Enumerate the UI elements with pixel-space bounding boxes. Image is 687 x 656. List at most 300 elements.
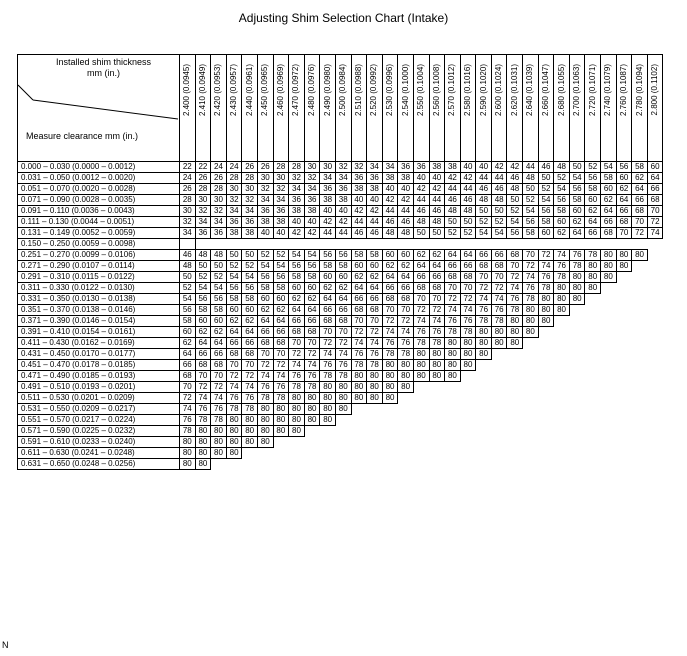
empty-cell bbox=[289, 437, 305, 448]
shim-number-cell: 50 bbox=[195, 261, 211, 272]
shim-number-cell: 50 bbox=[429, 228, 445, 239]
empty-cell bbox=[601, 316, 617, 327]
column-header bbox=[445, 55, 461, 162]
shim-number-cell: 62 bbox=[632, 173, 648, 184]
footer-note: N bbox=[2, 640, 9, 650]
shim-number-cell: 80 bbox=[226, 448, 242, 459]
shim-number-cell: 54 bbox=[289, 250, 305, 261]
shim-number-cell: 80 bbox=[273, 404, 289, 415]
column-header bbox=[538, 55, 554, 162]
shim-number-cell: 36 bbox=[211, 228, 227, 239]
empty-cell bbox=[491, 415, 507, 426]
shim-number-cell: 68 bbox=[289, 327, 305, 338]
empty-cell bbox=[569, 305, 585, 316]
column-header-label: 2.570 (0.1012) bbox=[447, 64, 457, 117]
row-label: 0.251 – 0.270 (0.0099 – 0.0106) bbox=[18, 250, 180, 261]
row-label: 0.371 – 0.390 (0.0146 – 0.0154) bbox=[18, 316, 180, 327]
shim-number-cell: 44 bbox=[351, 217, 367, 228]
empty-cell bbox=[554, 426, 570, 437]
shim-number-cell: 76 bbox=[569, 250, 585, 261]
empty-cell bbox=[523, 448, 539, 459]
shim-number-cell: 76 bbox=[538, 272, 554, 283]
shim-number-cell: 78 bbox=[413, 338, 429, 349]
shim-number-cell: 80 bbox=[476, 338, 492, 349]
shim-number-cell: 46 bbox=[398, 217, 414, 228]
shim-number-cell: 78 bbox=[491, 316, 507, 327]
shim-number-cell: 38 bbox=[242, 228, 258, 239]
empty-cell bbox=[507, 393, 523, 404]
shim-number-cell: 68 bbox=[429, 283, 445, 294]
shim-number-cell: 72 bbox=[491, 283, 507, 294]
empty-cell bbox=[211, 459, 227, 470]
empty-cell bbox=[601, 415, 617, 426]
shim-number-cell: 34 bbox=[320, 173, 336, 184]
empty-cell bbox=[273, 239, 289, 250]
shim-number-cell: 32 bbox=[242, 195, 258, 206]
shim-number-cell: 60 bbox=[242, 305, 258, 316]
column-header-label: 2.440 (0.0961) bbox=[244, 64, 254, 117]
shim-number-cell: 50 bbox=[413, 228, 429, 239]
shim-number-cell: 30 bbox=[211, 195, 227, 206]
shim-number-cell: 68 bbox=[211, 360, 227, 371]
shim-number-cell: 68 bbox=[413, 283, 429, 294]
column-header bbox=[616, 55, 632, 162]
shim-number-cell: 80 bbox=[304, 415, 320, 426]
empty-cell bbox=[585, 360, 601, 371]
empty-cell bbox=[538, 437, 554, 448]
shim-number-cell: 80 bbox=[445, 349, 461, 360]
column-header-label: 2.480 (0.0976) bbox=[307, 64, 317, 117]
shim-number-cell: 46 bbox=[491, 184, 507, 195]
empty-cell bbox=[320, 448, 336, 459]
table-row bbox=[18, 261, 663, 272]
shim-number-cell: 80 bbox=[429, 371, 445, 382]
empty-cell bbox=[413, 448, 429, 459]
row-label: 0.411 – 0.430 (0.0162 – 0.0169) bbox=[18, 338, 180, 349]
shim-number-cell: 76 bbox=[289, 371, 305, 382]
empty-cell bbox=[320, 437, 336, 448]
shim-number-cell: 68 bbox=[273, 338, 289, 349]
column-header bbox=[460, 55, 476, 162]
blank-cell bbox=[180, 239, 196, 250]
shim-number-cell: 80 bbox=[289, 393, 305, 404]
row-label: 0.451 – 0.470 (0.0178 – 0.0185) bbox=[18, 360, 180, 371]
shim-number-cell: 78 bbox=[304, 382, 320, 393]
empty-cell bbox=[647, 349, 663, 360]
shim-number-cell: 78 bbox=[554, 272, 570, 283]
shim-number-cell: 42 bbox=[413, 184, 429, 195]
shim-number-cell: 54 bbox=[507, 217, 523, 228]
shim-number-cell: 72 bbox=[398, 316, 414, 327]
shim-number-cell: 80 bbox=[460, 338, 476, 349]
shim-number-cell: 44 bbox=[491, 173, 507, 184]
empty-cell bbox=[491, 404, 507, 415]
shim-number-cell: 70 bbox=[289, 338, 305, 349]
table-row bbox=[18, 162, 663, 173]
empty-cell bbox=[367, 426, 383, 437]
empty-cell bbox=[632, 338, 648, 349]
shim-number-cell: 38 bbox=[273, 217, 289, 228]
shim-number-cell: 80 bbox=[523, 316, 539, 327]
empty-cell bbox=[351, 404, 367, 415]
table-row bbox=[18, 228, 663, 239]
shim-number-cell: 78 bbox=[538, 283, 554, 294]
shim-number-cell: 58 bbox=[304, 272, 320, 283]
empty-cell bbox=[616, 371, 632, 382]
shim-number-cell: 40 bbox=[429, 173, 445, 184]
installed-shim-label: Installed shim thickness mm (in.) bbox=[56, 57, 152, 78]
empty-cell bbox=[445, 426, 461, 437]
empty-cell bbox=[616, 360, 632, 371]
empty-cell bbox=[476, 459, 492, 470]
shim-number-cell: 56 bbox=[538, 206, 554, 217]
empty-cell bbox=[554, 239, 570, 250]
empty-cell bbox=[491, 448, 507, 459]
shim-number-cell: 62 bbox=[289, 294, 305, 305]
empty-cell bbox=[616, 393, 632, 404]
shim-number-cell: 42 bbox=[445, 173, 461, 184]
shim-number-cell: 66 bbox=[382, 283, 398, 294]
empty-cell bbox=[632, 404, 648, 415]
empty-cell bbox=[367, 239, 383, 250]
shim-number-cell: 78 bbox=[507, 305, 523, 316]
shim-number-cell: 52 bbox=[226, 261, 242, 272]
shim-number-cell: 70 bbox=[304, 338, 320, 349]
empty-cell bbox=[523, 437, 539, 448]
empty-cell bbox=[476, 239, 492, 250]
shim-number-cell: 52 bbox=[445, 228, 461, 239]
empty-cell bbox=[491, 371, 507, 382]
shim-number-cell: 80 bbox=[445, 371, 461, 382]
shim-number-cell: 42 bbox=[491, 162, 507, 173]
shim-number-cell: 32 bbox=[273, 184, 289, 195]
empty-cell bbox=[476, 415, 492, 426]
empty-cell bbox=[335, 415, 351, 426]
shim-number-cell: 32 bbox=[351, 162, 367, 173]
row-label: 0.431 – 0.450 (0.0170 – 0.0177) bbox=[18, 349, 180, 360]
shim-number-cell: 58 bbox=[554, 206, 570, 217]
row-label: 0.071 – 0.090 (0.0028 – 0.0035) bbox=[18, 195, 180, 206]
shim-number-cell: 58 bbox=[320, 261, 336, 272]
empty-cell bbox=[632, 459, 648, 470]
empty-cell bbox=[585, 349, 601, 360]
shim-number-cell: 64 bbox=[335, 294, 351, 305]
column-header-label: 2.640 (0.1039) bbox=[525, 64, 535, 117]
empty-cell bbox=[195, 239, 211, 250]
shim-number-cell: 72 bbox=[304, 349, 320, 360]
shim-number-cell: 52 bbox=[476, 217, 492, 228]
empty-cell bbox=[304, 459, 320, 470]
shim-number-cell: 50 bbox=[460, 217, 476, 228]
table-row bbox=[18, 404, 663, 415]
row-label: 0.591 – 0.610 (0.0233 – 0.0240) bbox=[18, 437, 180, 448]
empty-cell bbox=[554, 382, 570, 393]
empty-cell bbox=[632, 272, 648, 283]
table-row bbox=[18, 239, 663, 250]
empty-cell bbox=[647, 305, 663, 316]
empty-cell bbox=[398, 393, 414, 404]
shim-number-cell: 40 bbox=[367, 195, 383, 206]
shim-number-cell: 74 bbox=[382, 327, 398, 338]
empty-cell bbox=[445, 393, 461, 404]
empty-cell bbox=[616, 316, 632, 327]
empty-cell bbox=[601, 305, 617, 316]
empty-cell bbox=[523, 338, 539, 349]
empty-cell bbox=[632, 393, 648, 404]
shim-number-cell: 32 bbox=[289, 173, 305, 184]
empty-cell bbox=[554, 349, 570, 360]
shim-number-cell: 68 bbox=[367, 305, 383, 316]
shim-number-cell: 56 bbox=[195, 294, 211, 305]
shim-number-cell: 68 bbox=[304, 327, 320, 338]
shim-number-cell: 62 bbox=[226, 316, 242, 327]
empty-cell bbox=[585, 437, 601, 448]
table-row bbox=[18, 195, 663, 206]
shim-number-cell: 70 bbox=[632, 217, 648, 228]
shim-number-cell: 56 bbox=[585, 173, 601, 184]
empty-cell bbox=[476, 426, 492, 437]
shim-number-cell: 56 bbox=[273, 272, 289, 283]
shim-number-cell: 76 bbox=[320, 360, 336, 371]
shim-number-cell: 80 bbox=[257, 415, 273, 426]
empty-cell bbox=[554, 393, 570, 404]
empty-cell bbox=[523, 360, 539, 371]
shim-number-cell: 58 bbox=[601, 173, 617, 184]
shim-number-cell: 68 bbox=[351, 305, 367, 316]
empty-cell bbox=[554, 459, 570, 470]
shim-number-cell: 80 bbox=[398, 371, 414, 382]
shim-number-cell: 48 bbox=[413, 217, 429, 228]
empty-cell bbox=[507, 448, 523, 459]
shim-number-cell: 44 bbox=[429, 195, 445, 206]
shim-number-cell: 34 bbox=[226, 206, 242, 217]
shim-number-cell: 42 bbox=[429, 184, 445, 195]
column-header-label: 2.460 (0.0969) bbox=[275, 64, 285, 117]
empty-cell bbox=[632, 239, 648, 250]
shim-number-cell: 62 bbox=[242, 316, 258, 327]
shim-number-cell: 52 bbox=[195, 272, 211, 283]
empty-cell bbox=[211, 239, 227, 250]
shim-number-cell: 80 bbox=[507, 316, 523, 327]
empty-cell bbox=[398, 239, 414, 250]
shim-number-cell: 32 bbox=[195, 206, 211, 217]
shim-number-cell: 78 bbox=[429, 338, 445, 349]
shim-number-cell: 56 bbox=[554, 195, 570, 206]
shim-number-cell: 76 bbox=[335, 360, 351, 371]
shim-number-cell: 70 bbox=[195, 371, 211, 382]
shim-number-cell: 68 bbox=[320, 316, 336, 327]
shim-number-cell: 80 bbox=[289, 415, 305, 426]
shim-number-cell: 76 bbox=[491, 305, 507, 316]
shim-number-cell: 80 bbox=[320, 393, 336, 404]
empty-cell bbox=[601, 371, 617, 382]
shim-number-cell: 60 bbox=[367, 261, 383, 272]
empty-cell bbox=[523, 415, 539, 426]
shim-number-cell: 26 bbox=[195, 173, 211, 184]
shim-number-cell: 74 bbox=[351, 338, 367, 349]
shim-number-cell: 34 bbox=[180, 228, 196, 239]
shim-number-cell: 28 bbox=[180, 195, 196, 206]
empty-cell bbox=[554, 437, 570, 448]
empty-cell bbox=[647, 272, 663, 283]
shim-number-cell: 50 bbox=[476, 206, 492, 217]
shim-number-cell: 60 bbox=[320, 272, 336, 283]
shim-number-cell: 80 bbox=[242, 437, 258, 448]
empty-cell bbox=[647, 437, 663, 448]
shim-number-cell: 26 bbox=[211, 173, 227, 184]
shim-number-cell: 70 bbox=[367, 316, 383, 327]
shim-number-cell: 76 bbox=[523, 283, 539, 294]
shim-number-cell: 36 bbox=[242, 217, 258, 228]
shim-number-cell: 74 bbox=[476, 294, 492, 305]
shim-number-cell: 74 bbox=[460, 305, 476, 316]
shim-number-cell: 26 bbox=[242, 162, 258, 173]
empty-cell bbox=[616, 338, 632, 349]
shim-number-cell: 80 bbox=[367, 371, 383, 382]
column-header-label: 2.700 (0.1063) bbox=[572, 64, 582, 117]
shim-number-cell: 70 bbox=[429, 294, 445, 305]
shim-number-cell: 76 bbox=[180, 415, 196, 426]
empty-cell bbox=[382, 415, 398, 426]
shim-number-cell: 64 bbox=[601, 206, 617, 217]
column-header-label: 2.600 (0.1024) bbox=[494, 64, 504, 117]
column-header-label: 2.660 (0.1047) bbox=[540, 64, 550, 117]
shim-number-cell: 76 bbox=[507, 294, 523, 305]
shim-number-cell: 66 bbox=[616, 206, 632, 217]
shim-number-cell: 30 bbox=[273, 173, 289, 184]
shim-number-cell: 62 bbox=[429, 250, 445, 261]
shim-number-cell: 36 bbox=[351, 173, 367, 184]
empty-cell bbox=[491, 393, 507, 404]
shim-number-cell: 70 bbox=[616, 228, 632, 239]
column-header-label: 2.420 (0.0953) bbox=[213, 64, 223, 117]
shim-number-cell: 52 bbox=[491, 217, 507, 228]
shim-number-cell: 78 bbox=[585, 250, 601, 261]
shim-number-cell: 48 bbox=[476, 195, 492, 206]
empty-cell bbox=[569, 360, 585, 371]
shim-number-cell: 46 bbox=[445, 195, 461, 206]
shim-number-cell: 36 bbox=[257, 206, 273, 217]
empty-cell bbox=[460, 437, 476, 448]
shim-number-cell: 80 bbox=[211, 426, 227, 437]
shim-number-cell: 38 bbox=[351, 184, 367, 195]
shim-number-cell: 58 bbox=[538, 217, 554, 228]
shim-number-cell: 44 bbox=[523, 162, 539, 173]
shim-number-cell: 56 bbox=[180, 305, 196, 316]
shim-number-cell: 62 bbox=[211, 327, 227, 338]
shim-number-cell: 78 bbox=[460, 327, 476, 338]
empty-cell bbox=[382, 426, 398, 437]
shim-number-cell: 80 bbox=[507, 327, 523, 338]
empty-cell bbox=[351, 239, 367, 250]
shim-number-cell: 24 bbox=[226, 162, 242, 173]
empty-cell bbox=[632, 349, 648, 360]
shim-number-cell: 58 bbox=[195, 305, 211, 316]
empty-cell bbox=[647, 294, 663, 305]
empty-cell bbox=[616, 327, 632, 338]
shim-number-cell: 48 bbox=[523, 173, 539, 184]
shim-number-cell: 40 bbox=[398, 184, 414, 195]
empty-cell bbox=[601, 393, 617, 404]
empty-cell bbox=[429, 426, 445, 437]
shim-number-cell: 80 bbox=[585, 272, 601, 283]
empty-cell bbox=[257, 239, 273, 250]
shim-number-cell: 32 bbox=[180, 217, 196, 228]
empty-cell bbox=[351, 448, 367, 459]
empty-cell bbox=[507, 382, 523, 393]
shim-number-cell: 80 bbox=[351, 371, 367, 382]
empty-cell bbox=[413, 426, 429, 437]
empty-cell bbox=[538, 327, 554, 338]
shim-number-cell: 64 bbox=[413, 261, 429, 272]
shim-number-cell: 44 bbox=[460, 184, 476, 195]
empty-cell bbox=[585, 327, 601, 338]
shim-number-cell: 76 bbox=[304, 371, 320, 382]
empty-cell bbox=[429, 415, 445, 426]
shim-number-cell: 66 bbox=[335, 305, 351, 316]
column-header-label: 2.680 (0.1055) bbox=[556, 64, 566, 117]
empty-cell bbox=[429, 404, 445, 415]
shim-number-cell: 52 bbox=[507, 206, 523, 217]
empty-cell bbox=[585, 404, 601, 415]
shim-number-cell: 72 bbox=[289, 349, 305, 360]
shim-number-cell: 58 bbox=[180, 316, 196, 327]
shim-number-cell: 78 bbox=[351, 360, 367, 371]
column-header-label: 2.620 (0.1031) bbox=[509, 64, 519, 117]
empty-cell bbox=[632, 294, 648, 305]
empty-cell bbox=[507, 415, 523, 426]
shim-number-cell: 80 bbox=[180, 437, 196, 448]
shim-number-cell: 54 bbox=[601, 162, 617, 173]
shim-number-cell: 80 bbox=[398, 382, 414, 393]
shim-number-cell: 74 bbox=[538, 261, 554, 272]
shim-number-cell: 48 bbox=[491, 195, 507, 206]
empty-cell bbox=[554, 360, 570, 371]
shim-number-cell: 38 bbox=[398, 173, 414, 184]
shim-number-cell: 78 bbox=[180, 426, 196, 437]
empty-cell bbox=[585, 415, 601, 426]
empty-cell bbox=[460, 382, 476, 393]
row-label: 0.150 – 0.250 (0.0059 – 0.0098) bbox=[18, 239, 180, 250]
empty-cell bbox=[429, 459, 445, 470]
empty-cell bbox=[476, 382, 492, 393]
shim-number-cell: 76 bbox=[211, 404, 227, 415]
column-header bbox=[491, 55, 507, 162]
empty-cell bbox=[538, 415, 554, 426]
empty-cell bbox=[289, 459, 305, 470]
row-label: 0.311 – 0.330 (0.0122 – 0.0130) bbox=[18, 283, 180, 294]
shim-number-cell: 74 bbox=[647, 228, 663, 239]
empty-cell bbox=[398, 459, 414, 470]
shim-number-cell: 70 bbox=[257, 349, 273, 360]
shim-number-cell: 72 bbox=[180, 393, 196, 404]
shim-number-cell: 56 bbox=[257, 272, 273, 283]
shim-number-cell: 36 bbox=[226, 217, 242, 228]
shim-number-cell: 68 bbox=[180, 371, 196, 382]
shim-number-cell: 62 bbox=[320, 283, 336, 294]
column-header bbox=[367, 55, 383, 162]
shim-number-cell: 74 bbox=[429, 316, 445, 327]
empty-cell bbox=[507, 371, 523, 382]
shim-number-cell: 64 bbox=[616, 195, 632, 206]
empty-cell bbox=[413, 459, 429, 470]
empty-cell bbox=[273, 459, 289, 470]
shim-number-cell: 48 bbox=[445, 206, 461, 217]
shim-number-cell: 72 bbox=[382, 316, 398, 327]
shim-number-cell: 80 bbox=[195, 426, 211, 437]
empty-cell bbox=[569, 448, 585, 459]
shim-number-cell: 42 bbox=[335, 217, 351, 228]
